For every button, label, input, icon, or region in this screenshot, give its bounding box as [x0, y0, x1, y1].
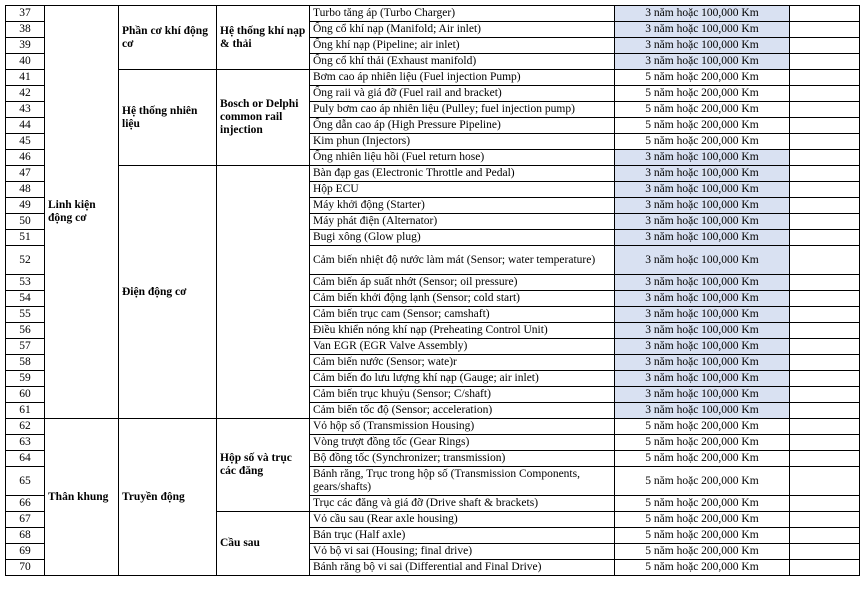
warranty-term: 5 năm hoặc 200,000 Km: [615, 102, 790, 118]
warranty-term: 3 năm hoặc 100,000 Km: [615, 387, 790, 403]
warranty-term: 5 năm hoặc 200,000 Km: [615, 560, 790, 576]
warranty-term: 5 năm hoặc 200,000 Km: [615, 512, 790, 528]
component-name: Puly bơm cao áp nhiên liệu (Pulley; fuel injection pump): [310, 102, 615, 118]
empty-cell: [790, 198, 860, 214]
warranty-term: 3 năm hoặc 100,000 Km: [615, 166, 790, 182]
component-name: Cảm biến nước (Sensor; wate)r: [310, 355, 615, 371]
warranty-term: 5 năm hoặc 200,000 Km: [615, 435, 790, 451]
warranty-term: 5 năm hoặc 200,000 Km: [615, 544, 790, 560]
table-row: [6, 70, 860, 86]
empty-cell: [790, 435, 860, 451]
component-name: Kim phun (Injectors): [310, 134, 615, 150]
component-name: Điều khiển nóng khí nạp (Preheating Control Unit): [310, 323, 615, 339]
component-name: Bánh răng bộ vi sai (Differential and Final Drive): [310, 560, 615, 576]
empty-cell: [790, 323, 860, 339]
row-number: 60: [6, 387, 45, 403]
warranty-term: 3 năm hoặc 100,000 Km: [615, 198, 790, 214]
empty-cell: [790, 371, 860, 387]
component-name: Turbo tăng áp (Turbo Charger): [310, 6, 615, 22]
empty-cell: [790, 182, 860, 198]
warranty-term: 3 năm hoặc 100,000 Km: [615, 355, 790, 371]
row-number: 37: [6, 6, 45, 22]
component-name: Cảm biến khởi động lạnh (Sensor; cold start): [310, 291, 615, 307]
category-cell: Linh kiện động cơ: [45, 6, 119, 419]
empty-cell: [790, 291, 860, 307]
empty-cell: [790, 38, 860, 54]
subcategory-cell: Hệ thống nhiên liệu: [119, 70, 217, 166]
subcategory-cell: Phần cơ khí động cơ: [119, 6, 217, 70]
empty-cell: [790, 246, 860, 275]
row-number: 57: [6, 339, 45, 355]
row-number: 70: [6, 560, 45, 576]
warranty-term: 3 năm hoặc 100,000 Km: [615, 307, 790, 323]
component-name: Vỏ hộp số (Transmission Housing): [310, 419, 615, 435]
warranty-term: 3 năm hoặc 100,000 Km: [615, 339, 790, 355]
empty-system-cell: [217, 166, 310, 419]
empty-cell: [790, 451, 860, 467]
row-number: 44: [6, 118, 45, 134]
table-row: [6, 419, 860, 435]
empty-cell: [790, 102, 860, 118]
component-name: Cảm biến nhiệt độ nước làm mát (Sensor; water temperature): [310, 246, 615, 275]
component-name: Bánh răng, Trục trong hộp số (Transmission Components, gears/shafts): [310, 467, 615, 496]
warranty-term: 5 năm hoặc 200,000 Km: [615, 70, 790, 86]
row-number: 48: [6, 182, 45, 198]
system-cell: Hệ thống khí nạp & thải: [217, 6, 310, 70]
empty-cell: [790, 544, 860, 560]
component-name: Bàn đạp gas (Electronic Throttle and Pedal): [310, 166, 615, 182]
row-number: 38: [6, 22, 45, 38]
warranty-term: 3 năm hoặc 100,000 Km: [615, 246, 790, 275]
row-number: 61: [6, 403, 45, 419]
empty-cell: [790, 307, 860, 323]
component-name: Ống khí nạp (Pipeline; air inlet): [310, 38, 615, 54]
empty-cell: [790, 403, 860, 419]
component-name: Cảm biến tốc độ (Sensor; acceleration): [310, 403, 615, 419]
warranty-term: 3 năm hoặc 100,000 Km: [615, 371, 790, 387]
component-name: Bộ đồng tốc (Synchronizer; transmission): [310, 451, 615, 467]
row-number: 42: [6, 86, 45, 102]
component-name: Vỏ bộ vi sai (Housing; final drive): [310, 544, 615, 560]
table-row: [6, 166, 860, 182]
warranty-term: 3 năm hoặc 100,000 Km: [615, 230, 790, 246]
row-number: 68: [6, 528, 45, 544]
row-number: 62: [6, 419, 45, 435]
row-number: 69: [6, 544, 45, 560]
row-number: 51: [6, 230, 45, 246]
empty-cell: [790, 339, 860, 355]
category-cell: Thân khung: [45, 419, 119, 576]
empty-cell: [790, 355, 860, 371]
row-number: 66: [6, 496, 45, 512]
component-name: Vòng trượt đồng tốc (Gear Rings): [310, 435, 615, 451]
empty-cell: [790, 214, 860, 230]
row-number: 41: [6, 70, 45, 86]
component-name: Ống cổ khí thải (Exhaust manifold): [310, 54, 615, 70]
component-name: Cảm biến trục cam (Sensor; camshaft): [310, 307, 615, 323]
system-cell: Cầu sau: [217, 512, 310, 576]
row-number: 54: [6, 291, 45, 307]
empty-cell: [790, 54, 860, 70]
component-name: Cảm biến đo lưu lượng khí nạp (Gauge; air inlet): [310, 371, 615, 387]
warranty-term: 3 năm hoặc 100,000 Km: [615, 22, 790, 38]
component-name: Bán trục (Half axle): [310, 528, 615, 544]
subcategory-cell: Truyền động: [119, 419, 217, 576]
empty-cell: [790, 70, 860, 86]
warranty-term: 3 năm hoặc 100,000 Km: [615, 38, 790, 54]
empty-cell: [790, 512, 860, 528]
row-number: 58: [6, 355, 45, 371]
empty-cell: [790, 560, 860, 576]
row-number: 46: [6, 150, 45, 166]
row-number: 56: [6, 323, 45, 339]
empty-cell: [790, 134, 860, 150]
row-number: 47: [6, 166, 45, 182]
warranty-term: 3 năm hoặc 100,000 Km: [615, 150, 790, 166]
row-number: 59: [6, 371, 45, 387]
row-number: 43: [6, 102, 45, 118]
warranty-term: 3 năm hoặc 100,000 Km: [615, 403, 790, 419]
empty-cell: [790, 528, 860, 544]
component-name: Bơm cao áp nhiên liệu (Fuel injection Pump): [310, 70, 615, 86]
warranty-term: 5 năm hoặc 200,000 Km: [615, 496, 790, 512]
component-name: Trục các đăng và giá đỡ (Drive shaft & brackets): [310, 496, 615, 512]
warranty-term: 5 năm hoặc 200,000 Km: [615, 467, 790, 496]
component-name: Ống raii và giá đỡ (Fuel rail and bracket): [310, 86, 615, 102]
row-number: 50: [6, 214, 45, 230]
component-name: Ống dẫn cao áp (High Pressure Pipeline): [310, 118, 615, 134]
empty-cell: [790, 419, 860, 435]
warranty-term: 3 năm hoặc 100,000 Km: [615, 182, 790, 198]
component-name: Van EGR (EGR Valve Assembly): [310, 339, 615, 355]
component-name: Bugi xông (Glow plug): [310, 230, 615, 246]
warranty-term: 5 năm hoặc 200,000 Km: [615, 86, 790, 102]
warranty-term: 3 năm hoặc 100,000 Km: [615, 6, 790, 22]
row-number: 40: [6, 54, 45, 70]
component-name: Cảm biến trục khuỷu (Sensor; C/shaft): [310, 387, 615, 403]
row-number: 49: [6, 198, 45, 214]
row-number: 65: [6, 467, 45, 496]
warranty-term: 5 năm hoặc 200,000 Km: [615, 419, 790, 435]
warranty-term: 3 năm hoặc 100,000 Km: [615, 214, 790, 230]
empty-cell: [790, 150, 860, 166]
component-name: Cảm biến áp suất nhớt (Sensor; oil pressure): [310, 275, 615, 291]
warranty-term: 5 năm hoặc 200,000 Km: [615, 528, 790, 544]
empty-cell: [790, 6, 860, 22]
component-name: Máy khởi động (Starter): [310, 198, 615, 214]
warranty-term: 3 năm hoặc 100,000 Km: [615, 275, 790, 291]
subcategory-cell: Điện động cơ: [119, 166, 217, 419]
row-number: 45: [6, 134, 45, 150]
row-number: 53: [6, 275, 45, 291]
table-row: [6, 6, 860, 22]
empty-cell: [790, 275, 860, 291]
empty-cell: [790, 22, 860, 38]
empty-cell: [790, 86, 860, 102]
row-number: 55: [6, 307, 45, 323]
component-name: Vỏ cầu sau (Rear axle housing): [310, 512, 615, 528]
warranty-term: 5 năm hoặc 200,000 Km: [615, 134, 790, 150]
row-number: 39: [6, 38, 45, 54]
component-name: Máy phát điện (Alternator): [310, 214, 615, 230]
warranty-term: 5 năm hoặc 200,000 Km: [615, 118, 790, 134]
table-body: [6, 6, 860, 576]
row-number: 67: [6, 512, 45, 528]
row-number: 52: [6, 246, 45, 275]
empty-cell: [790, 496, 860, 512]
warranty-term: 3 năm hoặc 100,000 Km: [615, 54, 790, 70]
component-name: Ống cổ khí nạp (Manifold; Air inlet): [310, 22, 615, 38]
component-name: Ống nhiên liệu hồi (Fuel return hose): [310, 150, 615, 166]
empty-cell: [790, 166, 860, 182]
system-cell: Bosch or Delphi common rail injection: [217, 70, 310, 166]
warranty-term: 5 năm hoặc 200,000 Km: [615, 451, 790, 467]
system-cell: Hộp số và trục các đăng: [217, 419, 310, 512]
empty-cell: [790, 118, 860, 134]
empty-cell: [790, 230, 860, 246]
empty-cell: [790, 467, 860, 496]
row-number: 64: [6, 451, 45, 467]
row-number: 63: [6, 435, 45, 451]
warranty-term: 3 năm hoặc 100,000 Km: [615, 323, 790, 339]
component-name: Hộp ECU: [310, 182, 615, 198]
empty-cell: [790, 387, 860, 403]
warranty-term: 3 năm hoặc 100,000 Km: [615, 291, 790, 307]
warranty-table: [5, 5, 860, 576]
